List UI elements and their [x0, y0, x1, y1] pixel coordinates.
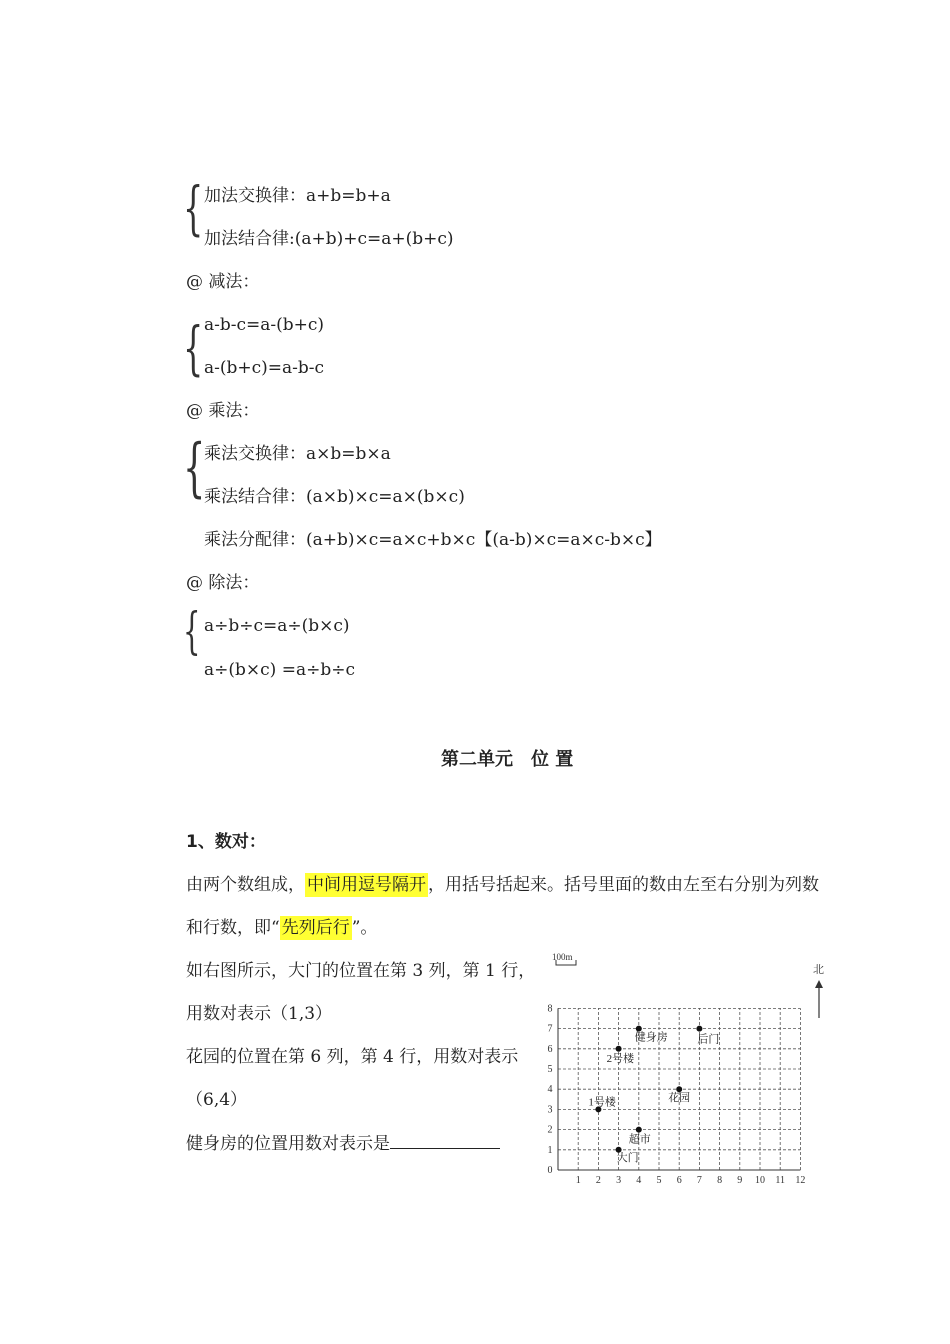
x-tick-label: 1 [575, 1175, 581, 1186]
rule-add-associative: 加法结合律:(a+b)+c=a+(b+c) [204, 229, 454, 249]
north-label: 北 [813, 964, 824, 976]
unit-title: 第二单元 位 置 [441, 749, 574, 770]
answer-blank[interactable] [390, 1132, 500, 1149]
scale-bar [552, 952, 576, 965]
rule-sub-1: a-b-c=a-(b+c) [204, 315, 325, 335]
rule-mul-distributive: 乘法分配律：(a+b)×c=a×c+b×c【(a-b)×c=a×c-b×c】 [204, 530, 662, 550]
grid-map-chart [540, 948, 840, 1188]
x-tick-label: 6 [676, 1175, 682, 1186]
x-tick-label: 10 [755, 1175, 765, 1186]
div-header: @ 除法： [186, 573, 260, 593]
x-tick-label: 8 [717, 1175, 723, 1186]
x-tick-label: 7 [696, 1175, 702, 1186]
example-line-4: （6,4） [186, 1090, 248, 1110]
map-point-label: 大门 [616, 1151, 639, 1164]
rule-mul-associative: 乘法结合律：(a×b)×c=a×(b×c) [204, 487, 465, 507]
map-point-label: 健身房 [634, 1031, 668, 1044]
highlight-column-first: 先列后行 [281, 918, 350, 938]
y-tick-label: 6 [547, 1043, 553, 1055]
map-point-label: 后门 [697, 1033, 720, 1046]
y-tick-label: 7 [547, 1023, 553, 1035]
brace-subtraction: { [183, 314, 204, 382]
y-tick-label: 3 [547, 1104, 553, 1116]
rule-div-1: a÷b÷c=a÷(b×c) [204, 616, 350, 636]
section-heading: 1、数对： [186, 832, 266, 852]
map-point [696, 1026, 702, 1032]
highlight-comma: 中间用逗号隔开 [307, 875, 426, 895]
paragraph-line-2 [186, 917, 377, 939]
map-point-label: 花园 [668, 1092, 691, 1105]
y-tick-label: 0 [547, 1165, 553, 1176]
brace-multiplication: { [183, 431, 206, 505]
rule-sub-2: a-(b+c)=a-b-c [204, 358, 325, 378]
p2-pre: 和行数，即“ [186, 918, 280, 938]
map-point [616, 1046, 622, 1052]
y-tick-label: 2 [547, 1124, 553, 1136]
x-tick-label: 11 [775, 1175, 786, 1186]
y-tick-label: 8 [547, 1003, 553, 1015]
rule-div-2: a÷(b×c) =a÷b÷c [204, 660, 355, 680]
x-tick-label: 3 [616, 1175, 622, 1186]
x-tick-label: 5 [656, 1175, 662, 1186]
p2-post: ”。 [351, 918, 378, 938]
rule-mul-commutative: 乘法交换律：a×b=b×a [204, 444, 391, 464]
y-tick-label: 4 [547, 1084, 553, 1096]
p1-pre: 由两个数组成， [186, 875, 305, 895]
sub-header: @ 减法： [186, 272, 260, 292]
map-point-label: 超市 [628, 1133, 651, 1146]
p1-post: ，用括号括起来。括号里面的数由左至右分别为列数 [428, 875, 819, 895]
north-arrow-icon [813, 963, 824, 1018]
map-point-label: 1号楼 [588, 1096, 616, 1109]
example-line-1: 如右图所示，大门的位置在第 3 列，第 1 行， [186, 961, 536, 981]
scale-label: 100m [552, 952, 573, 962]
map-point-label: 2号楼 [606, 1052, 635, 1065]
brace-division: { [183, 602, 201, 660]
y-tick-label: 5 [547, 1064, 553, 1075]
question-text: 健身房的位置用数对表示是 [186, 1134, 390, 1154]
example-line-2: 用数对表示（1,3） [186, 1004, 333, 1024]
map-point [636, 1127, 642, 1133]
question-line [186, 1132, 500, 1155]
x-tick-label: 9 [737, 1175, 743, 1186]
x-tick-label: 12 [795, 1175, 806, 1186]
mul-header: @ 乘法： [186, 401, 260, 421]
rule-add-commutative: 加法交换律：a+b=b+a [204, 186, 391, 206]
x-tick-label: 4 [636, 1175, 642, 1186]
paragraph-line-1 [186, 874, 819, 896]
y-tick-label: 1 [547, 1144, 553, 1156]
brace-addition: { [183, 174, 204, 242]
example-line-3: 花园的位置在第 6 列，第 4 行，用数对表示 [186, 1047, 519, 1067]
x-tick-label: 2 [595, 1175, 601, 1186]
